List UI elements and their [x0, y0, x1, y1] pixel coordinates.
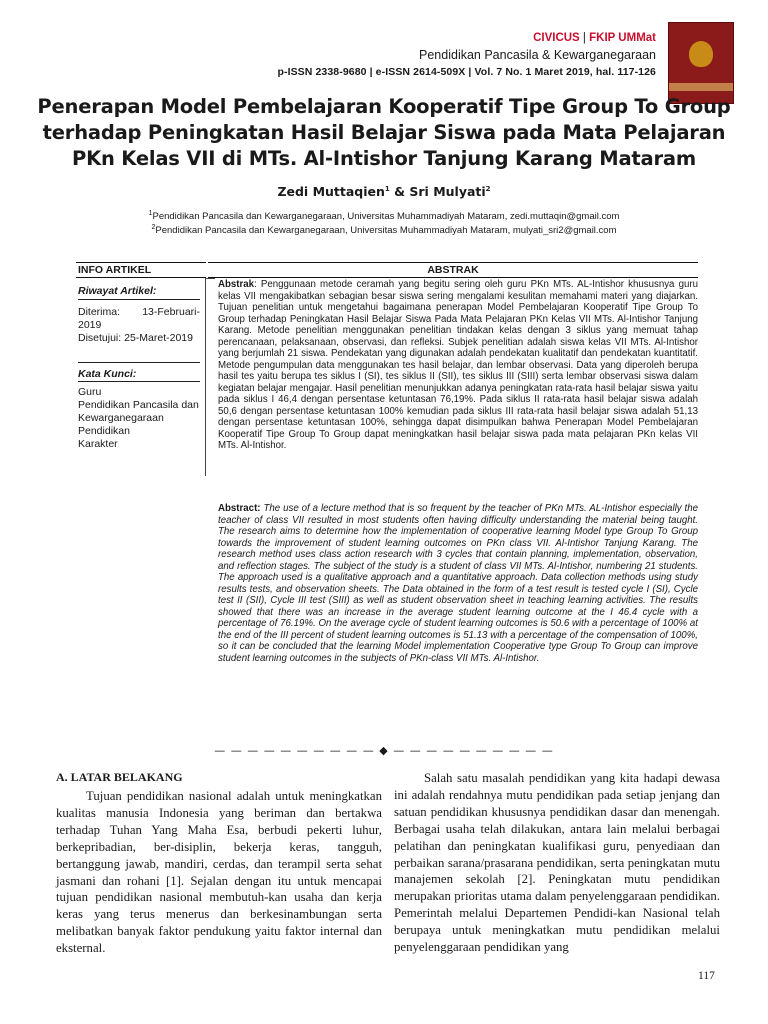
approved-date: Disetujui: 25-Maret-2019	[78, 332, 193, 344]
author-name: Sri Mulyati	[409, 184, 486, 199]
affiliation-text: Pendidikan Pancasila dan Kewarganegaraan, Universitas Muhammadiyah Mataram, mulyati_sri2@gmail.com	[155, 225, 617, 237]
body-column-right	[394, 770, 720, 956]
history-label: Riwayat Artikel:	[78, 285, 157, 297]
keyword-item: Karakter	[78, 438, 118, 450]
page-number: 117	[698, 970, 715, 982]
abstract-text: The use of a lecture method that is so frequent by the teacher of PKn MTs. AL-Intishor especially the teacher of class VII resulted in most students often having difficulty understanding the material being taught. The research aims to determine how the implementation of cooperative learning Model type Group To Group towards the improvement of student learning outcomes on PKn class VII. Al-Intishor Tanjung Karang. The research method uses class action research with 3 cycles that contain planning, implementation, observation, and reflection stages. The subject of the study is a student of class VII MTs. Al-Intishor, numbering 21 students. The approach used is a qualitative approach and a quantitative approach. Data collection methods using study results tests, and observation sheets. The Data obtained in the form of a test result is tested cycle I (SI), Cycle test II (SII), Cycle III test (SIII) as well as student observation sheet in teaching learning activities. The results showed that there was an increase in the average student learning outcome at the I 46.4 cycle with a percentage of 76.19%. On the average cycle of student learning outcomes is 50.6 with a percentage of 100% at the end of the III percent of student learning outcomes is 51.13 with a percentage of the compensation of 100%, so it can be concluded that the learning Model implementation Cooperative type Group To Group can improve student learning outcomes in the subjects of PKn-class VII MTs. Al-Intishor.	[218, 503, 698, 664]
author-amp: &	[389, 184, 410, 199]
journal-header	[277, 32, 656, 78]
received-date: Diterima: 13-Februari-2019	[78, 306, 200, 331]
affiliation-2	[0, 224, 768, 236]
author-name: Zedi Muttaqien	[277, 184, 385, 199]
author-line	[0, 184, 768, 199]
abstrak-text: : Penggunaan metode ceramah yang begitu sering oleh guru PKn MTs. AL-Intishor khususnya guru kelas VII mengakibatkan sebagian besar siswa sering mengalami kesulitan memahami materi yang diajarkan. Tujuan penelitian untuk mengetahui bagaimana penerapan Model Pembelajaran Kooperatif Tipe Group To Group terhadap Peningkatan Hasil Belajar Siswa Pada Mata Pelajaran PKn Kelas VII MTs. Al-Intishor Tanjung Karang. Metode penelitian menggunakan penelitian tindakan kelas dengan 3 siklus yang memuat tahap perencanaan, pelaksanaan, observasi, dan refleksi. Subjek penelitian adalah siswa kelas VII MTs. Al-Intishor yang berjumlah 21 siswa. Pendekatan yang digunakan adalah pendekatan kualitatif dan pendekatan kuantitatif. Metode pengumpulan data menggunakan tes hasil belajar, dan lembar observasi. Data yang diperoleh berupa hasil tes yaitu berupa tes siklus I (SI), tes siklus II (SII), tes siklus III (SIII) serta lembar observasi siswa dalam kegiatan belajar mengajar. Hasil penelitian menunjukkan adanya peningkatan rata-rata hasil belajar siswa yaitu pada siklus I 46,4 dengan persentase ketuntasan 76,19%. Pada siklus II rata-rata hasil belajar siswa adalah 50,6 dengan persentase ketuntasan 100% kemudian pada siklus III rata-rata hasil belajar siswa adalah 51,13 dengan persentase ketuntasan 100%, sehingga dapat disimpulkan bahwa Penerapan Model Pembelajaran Kooperatif Tipe Group To Group dapat meningkatkan hasil belajar siswa pada mata pelajaran PKn kelas VII MTs. Al-Intishor.	[218, 279, 698, 451]
abstract-english	[218, 503, 698, 664]
affiliation-1	[0, 210, 768, 222]
journal-cover-thumbnail	[668, 22, 734, 104]
info-artikel-heading: INFO ARTIKEL	[76, 262, 206, 278]
brand-separator: |	[579, 32, 590, 44]
info-divider	[78, 381, 200, 382]
body-paragraph: Tujuan pendidikan nasional adalah untuk meningkatkan kualitas manusia Indonesia yang beriman dan bertakwa terhadap Tuhan Yang Maha Esa, berbudi pekerti luhur, berkepribadian, ber-disiplin, bekerja keras, tangguh, bertanggung jawab, mandiri, cerdas, dan terampil serta sehat jasmani dan rohani [1]. Sejalan dengan itu untuk mencapai tujuan pendidikan nasional membutuh-kan usaha dan kerja keras yang terus menerus dan berkesinambungan serta melibatkan banyak faktor pendukung yaitu faktor internal dan eksternal.	[56, 789, 382, 956]
keyword-item: Pendidikan	[78, 425, 130, 437]
paper-title: Penerapan Model Pembelajaran Kooperatif Tipe Group To Group terhadap Peningkatan Hasil Belajar Siswa pada Mata Pelajaran PKn Kelas VII di MTs. Al-Intishor Tanjung Karang Mataram	[37, 95, 731, 170]
journal-name: Pendidikan Pancasila & Kewarganegaraan	[419, 48, 656, 62]
info-divider	[78, 299, 200, 300]
abstrak-label: Abstrak	[218, 279, 255, 290]
abstract-indonesian	[218, 279, 698, 452]
keyword-item: Pendidikan Pancasila dan Kewarganegaraan	[78, 399, 199, 424]
section-heading: A. LATAR BELAKANG	[56, 770, 183, 784]
abstract-label: Abstract:	[218, 503, 261, 514]
author-sup: 1	[384, 184, 390, 193]
keyword-item: Guru	[78, 386, 102, 398]
abstrak-heading: ABSTRAK	[208, 262, 698, 278]
cover-band	[669, 83, 733, 91]
issn-line: p-ISSN 2338-9680 | e-ISSN 2614-509X | Vol. 7 No. 1 Maret 2019, hal. 117-126	[277, 66, 656, 78]
fkip-label: FKIP UMMat	[589, 32, 656, 44]
affiliation-text: Pendidikan Pancasila dan Kewarganegaraan, Universitas Muhammadiyah Mataram, zedi.muttaqin@gmail.com	[152, 211, 620, 223]
affiliation-sup: 1	[148, 210, 153, 217]
info-divider	[78, 362, 200, 363]
civicus-label: CIVICUS	[533, 32, 580, 44]
keyword-list	[78, 386, 200, 451]
affiliation-sup: 2	[151, 224, 156, 231]
body-paragraph: Salah satu masalah pendidikan yang kita hadapi dewasa ini adalah rendahnya mutu pendidikan pada setiap jenjang dan satuan pendidikan khususnya pendidikan dasar dan menengah. Berbagai usaha telah dilakukan, antara lain melalui berbagai pelatihan dan peningkatan kualifikasi guru, penyediaan dan perbaikan sarana/prasarana pendidikan, serta peningkatan mutu manajemen sekolah [2]. Peningkatan mutu pendidikan merupakan prioritas utama dalam penyelenggaraan pendidikan. Pemerintah melalui Departemen Pendidi-kan Nasional telah berupaya untuk meningkatkan mutu pendidikan melalui penyelenggaraan pendidikan yang	[394, 771, 720, 955]
abstract-frame-tick	[205, 278, 215, 279]
garuda-emblem-icon	[689, 41, 713, 67]
body-column-left	[56, 788, 382, 957]
article-dates	[78, 306, 200, 345]
abstract-frame-line	[205, 278, 206, 476]
keywords-label: Kata Kunci:	[78, 368, 137, 380]
author-sup: 2	[485, 184, 491, 193]
section-divider: — — — — — — — — — — ◆ — — — — — — — — — —	[214, 744, 554, 757]
journal-brand	[277, 32, 656, 44]
